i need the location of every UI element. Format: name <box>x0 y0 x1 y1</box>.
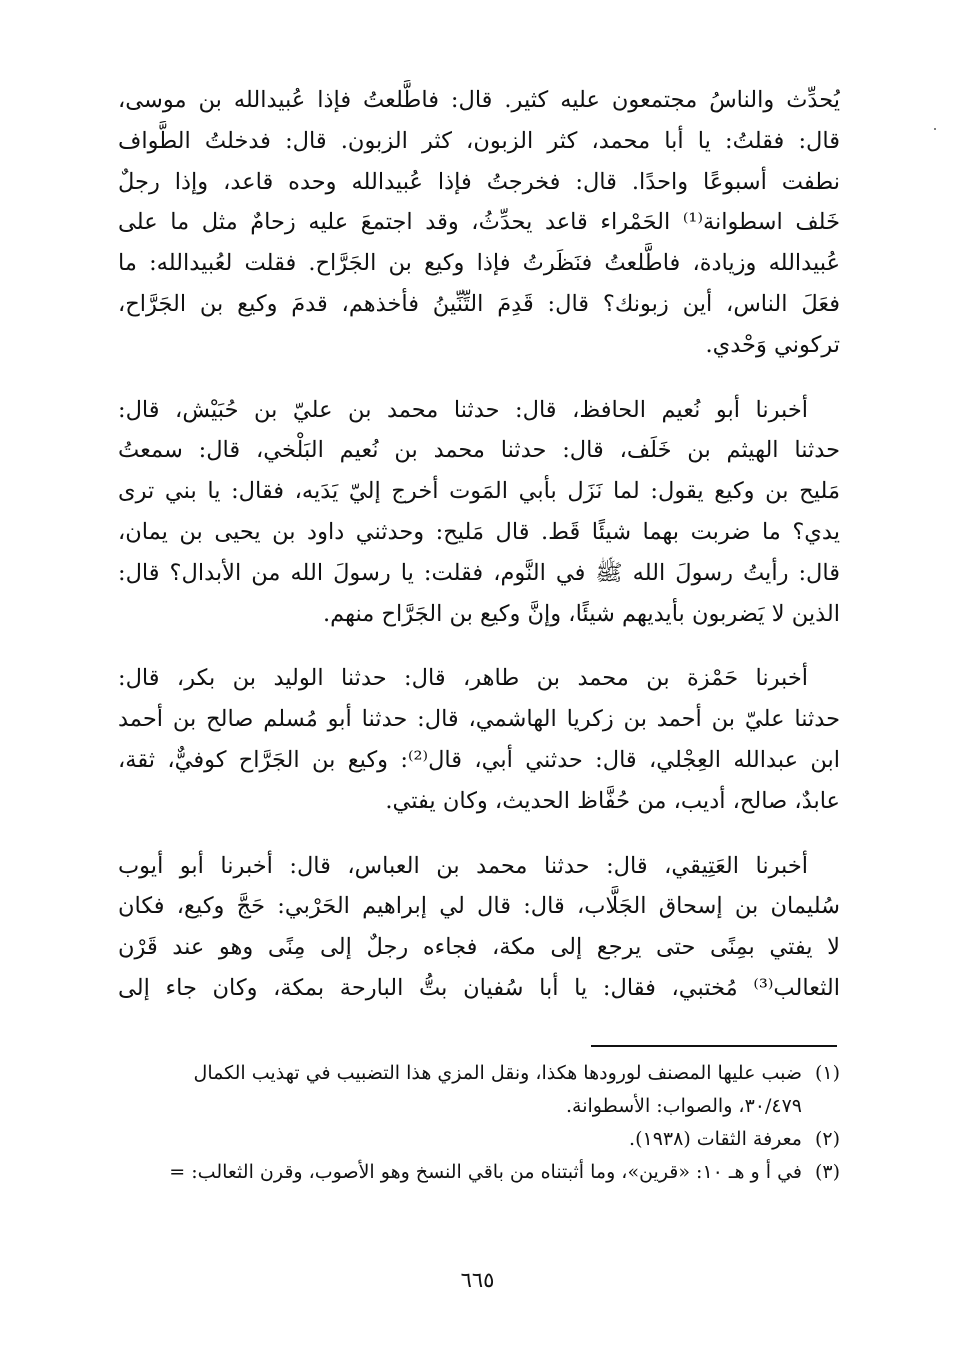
footnote-1 <box>118 1057 840 1090</box>
text-line: الذين لا يَضربون بأيديهم شيئًا، وإنَّ وكيع بن الجَرَّاح منهم. <box>323 600 840 627</box>
text-line: عُبيدالله وزيادة، فاطَّلعتُ فنَظَرتُ فإذا وكيع بن الجَرَّاح. فقلت لعُبيدالله: ما <box>118 250 840 277</box>
text-line: فعَلَ الناس، أين زبونك؟ قال: قَدِمَ التِّنِّينُ فأخذهم، قدمَ وكيع بن الجَرَّاح، <box>118 290 840 317</box>
footnote-number: (١) <box>814 1062 840 1084</box>
text-line: الثعالب⁽³⁾ مُختبي، فقال: يا أبا سُفيان بتُّ البارحة بمكة، وكان جاء إلى <box>118 974 840 1001</box>
text-line: نطفت أسبوعًا واحدًا. قال: فخرجتُ فإذا عُبيدالله وحده قاعد، وإذا رجلٌ <box>118 168 840 195</box>
text-line: قال: فقلتُ: يا أبا محمد، كثر الزبون، كثر الزبون. قال: فدخلتُ الطَّواف <box>118 127 840 154</box>
main-text <box>118 80 840 1009</box>
text-line: حدثنا الهيثم بن خَلَف، قال: حدثنا محمد بن نُعيم البَلْخي، قال: سمعتُ <box>118 437 840 464</box>
footnote-3 <box>118 1156 840 1189</box>
text-line: تركوني وَحْدي. <box>705 331 840 358</box>
footnote-separator <box>591 1045 837 1047</box>
footnote-1-continuation: ٣٠/٤٧٩، والصواب: الأسطوانة. <box>566 1095 802 1117</box>
text-line: حدثنا عليّ بن أحمد بن زكريا الهاشمي، قال: حدثنا أبو مُسلم صالح بن أحمد <box>118 706 840 733</box>
text-line: أخبرنا أبو نُعيم الحافظ، قال: حدثنا محمد بن عليّ بن حُبَيْش، قال: <box>118 396 808 423</box>
text-line: يدي؟ ما ضربت بهما شيئًا قَط. قال مَليح: وحدثني داود بن يحيى بن يمان، <box>118 518 840 545</box>
text-line: أخبرنا العَتِيقي، قال: حدثنا محمد بن العباس، قال: أخبرنا أبو أيوب <box>118 852 808 879</box>
footnote-text: ضبب عليها المصنف لورودها هكذا، ونقل المزي هذا التضبيب في تهذيب الكمال <box>193 1062 802 1084</box>
paragraph-4 <box>118 846 840 1009</box>
text-line: أخبرنا حَمْزة بن محمد بن طاهر، قال: حدثنا الوليد بن بكر، قال: <box>118 665 808 692</box>
text-line: قال: رأيتُ رسولَ الله ﷺ في النَّوم، فقلت: يا رسولَ الله من الأبدال؟ قال: <box>118 559 840 586</box>
paragraph-1 <box>118 80 840 366</box>
text-line: يُحدِّث والناسُ مجتمعون عليه كثير. قال: فاطَّلعتُ فإذا عُبيدالله بن موسى، <box>118 87 840 113</box>
footnote-text: في أ و هـ ١٠: «قرين»، وما أثبتناه من باقي النسخ وهو الأصوب، وقرن الثعالب: = <box>169 1161 802 1183</box>
paragraph-2 <box>118 390 840 635</box>
footnote-text: معرفة الثقات (١٩٣٨). <box>629 1128 802 1150</box>
footnote-number: (٣) <box>814 1161 840 1183</box>
text-line: خَلف اسطوانة⁽¹⁾ الحَمْراء قاعد يحدِّثُ، وقد اجتمعَ عليه زحامٌ مثل ما على <box>118 209 840 236</box>
text-line: مَليح بن وكيع يقول: لما نَزَل بأبي المَوت أخرج إليّ يَدَيه، فقال: يا بني ترى <box>118 478 840 505</box>
text-line: سُليمان بن إسحاق الجَلَّاب، قال: قال لي إبراهيم الحَرْبي: حَجَّ وكيع، فكان <box>118 893 840 920</box>
footnote-2 <box>118 1123 840 1156</box>
text-line: لا يفتي بمِنًى حتى يرجع إلى مكة، فجاءه رجلٌ إلى مِنًى وهو عند قَرْن <box>118 934 840 961</box>
text-line: ابن عبدالله العِجْلي، قال: حدثني أبي، قال⁽²⁾: وكيع بن الجَرَّاح كوفيٌّ، ثقة، <box>118 746 840 773</box>
text-line: عابدٌ، صالح، أديب، من حُفَّاظ الحديث، وكان يفتي. <box>385 787 840 814</box>
page-number: ٦٦٥ <box>460 1268 495 1292</box>
footnotes <box>118 1057 840 1189</box>
scan-speck <box>934 128 936 130</box>
footnote-number: (٢) <box>814 1128 840 1150</box>
paragraph-3 <box>118 658 840 821</box>
